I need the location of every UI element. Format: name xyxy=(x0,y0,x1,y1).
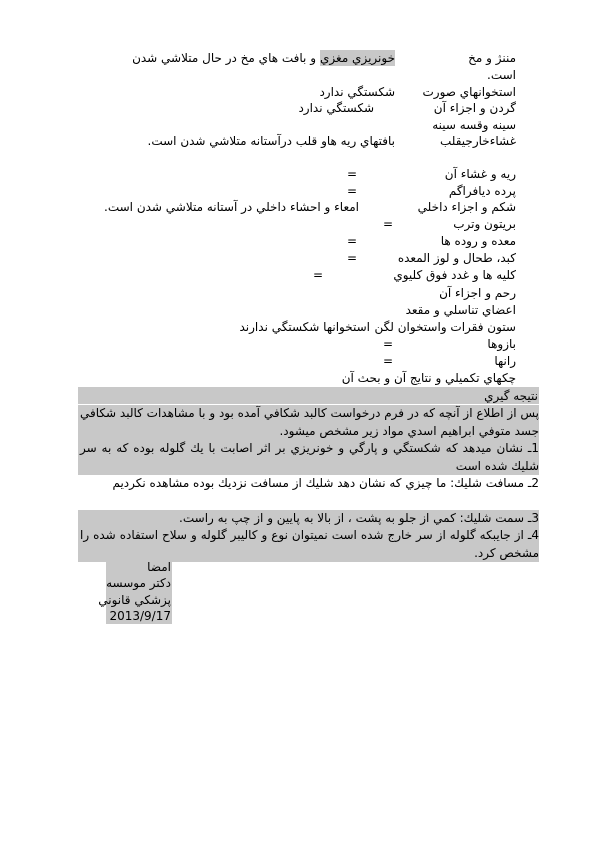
finding-label: شكم و اجزاء داخلي xyxy=(417,200,516,214)
finding-value: = xyxy=(346,167,357,181)
finding-label: سينه وقسه سينه xyxy=(432,118,516,132)
finding-value: بافتهاي ريه هاو قلب درآستانه متلاشي شدن است. xyxy=(147,134,395,148)
finding-label: گردن و اجزاء آن xyxy=(433,101,516,115)
finding-value: = xyxy=(346,234,357,248)
signature-line: پزشكي قانوني xyxy=(98,593,171,607)
finding-label: غشاءخارجيقلب xyxy=(439,134,516,148)
conclusion-item: 4ـ از جايبكه گلوله از سر خارج شده است نميتوان نوع و كاليبر گلوله و سلاح استفاده شده را مشخص كرد. xyxy=(80,528,539,560)
conclusion-item: 2ـ مسافت شليك: ما چيزي كه نشان دهد شليك از مسافت نزديك بوده مشاهده نكرديم xyxy=(112,476,539,490)
highlight-band xyxy=(78,387,539,404)
finding-label: رانها xyxy=(494,354,516,368)
signature-date: 2013/9/17 xyxy=(109,609,171,623)
finding-value: = xyxy=(382,217,393,231)
conclusion-item: 1ـ نشان ميدهد كه شكستگي و پارگي و خونريزي بر اثر اصابت با يك گلوله بوده كه به سر شليك شده است xyxy=(80,441,539,473)
finding-label: مننژ و مخ xyxy=(468,51,516,65)
conclusion-item: 3ـ سمت شليك: كمي از جلو به پشت ، از بالا به پايين و از چپ به راست. xyxy=(179,511,539,525)
conclusion-heading: نتيجه گيري xyxy=(484,389,538,403)
finding-value: شكستگي ندارد xyxy=(298,101,374,115)
finding-highlight: خونريزي مغزي xyxy=(320,51,395,65)
finding-label: بريتون وترب xyxy=(453,217,516,231)
finding-value: = xyxy=(346,251,357,265)
finding-label: است. xyxy=(487,68,516,82)
finding-label: اعضاي تناسلي و مقعد xyxy=(405,303,516,317)
finding-label: معده و روده ها xyxy=(440,234,516,248)
finding-label: پرده ديافراگم xyxy=(448,184,516,198)
finding-value: = xyxy=(382,354,393,368)
finding-value: استخوانها شكستگي ندارند xyxy=(239,320,370,334)
signature-line: دكتر موسسه xyxy=(106,576,171,590)
finding-label: رحم و اجزاء آن xyxy=(439,286,516,300)
finding-label: كبد، طحال و لوز المعده xyxy=(397,251,516,265)
finding-value: = xyxy=(312,268,323,282)
finding-label: ستون فقرات واستخوان لگن xyxy=(374,320,516,334)
finding-value: = xyxy=(346,184,357,198)
finding-value: امعاء و احشاء داخلي در آستانه متلاشي شدن است. xyxy=(104,200,359,214)
finding-label: استخوانهاي صورت xyxy=(422,85,516,99)
conclusion-intro: پس از اطلاع از آنچه كه در فرم درخواست كالبد شكافي آمده بود و با مشاهدات كالبد شكافي جسد متوفي ابراهيم اسدي مواد زير مشخص ميشود. xyxy=(80,406,539,438)
finding-label: چكهاي تكميلي و نتايج آن و بحث آن xyxy=(341,371,516,385)
finding-label: كليه ها و غدد فوق كليوي xyxy=(393,268,516,282)
signature-line: امضا xyxy=(147,560,171,574)
finding-value: شكستگي ندارد xyxy=(319,85,395,99)
finding-value: و بافت هاي مخ در حال متلاشي شدن xyxy=(132,51,316,65)
finding-value: = xyxy=(382,337,393,351)
finding-label: ريه و غشاء آن xyxy=(444,167,516,181)
finding-label: بازوها xyxy=(487,337,516,351)
